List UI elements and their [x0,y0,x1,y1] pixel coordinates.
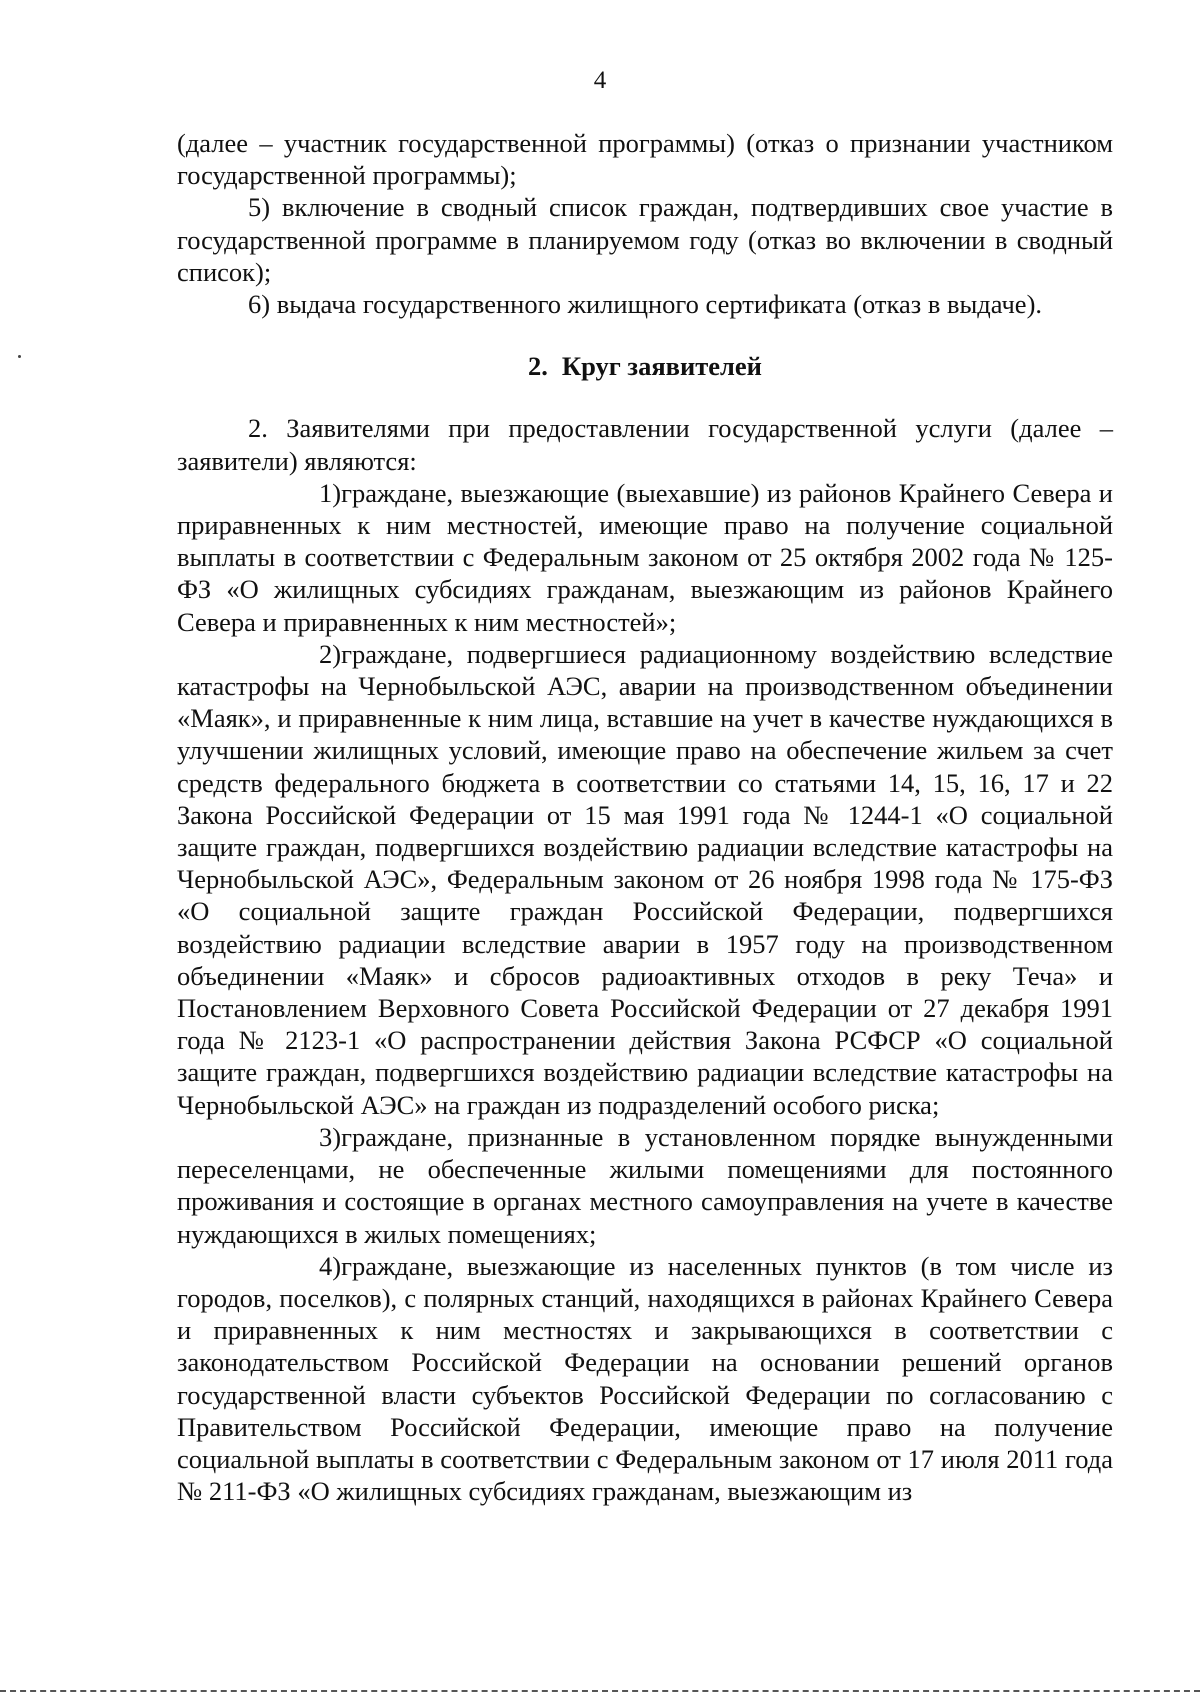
page-number: 4 [593,67,607,94]
paragraph-intro: 2. Заявителями при предоставлении государственной услуги (далее – заявители) являются: [177,413,1113,476]
list-item [177,1250,1113,1508]
list-item-text: граждане, подвергшиеся радиационному воздействию вследствие катастрофы на Чернобыльской АЭС, аварии на производственном объединении «Маяк», и приравненные к ним лица, вставшие на учет в качестве нуждающихся в улучшении жилищных условий, имеющие право на обеспечение жильем за счет средств федерального бюджета в соответствии со статьями 14, 15, 16, 17 и 22 Закона Российской Федерации от 15 мая 1991 года № 1244-1 «О социальной защите граждан, подвергшихся воздействию радиации вследствие катастрофы на Чернобыльской АЭС», Федеральным законом от 26 ноября 1998 года № 175-ФЗ «О социальной защите граждан Российской Федерации, подвергшихся воздействию радиации вследствие аварии в 1957 году на производственном объединении «Маяк» и сбросов радиоактивных отходов в реку Теча» и Постановлением Верховного Совета Российской Федерации от 27 декабря 1991 года № 2123-1 «О распространении действия Закона РСФСР «О социальной защите граждан, подвергшихся воздействию радиации вследствие катастрофы на Чернобыльской АЭС» на граждан из подразделений особого риска; [177,638,1113,1120]
list-item-number: 1) [319,477,342,508]
section-heading [177,350,1113,382]
list-item-text: граждане, выезжающие из населенных пунктов (в том числе из городов, поселков), с полярных станций, находящихся в районах Крайнего Севера и приравненных к ним местностях и закрывающихся в соответствии с законодательством Российской Федерации на основании решений органов государственной власти субъектов Российской Федерации по согласованию с Правительством Российской Федерации, имеющие право на получение социальной выплаты в соответствии с Федеральным законом от 17 июля 2011 года № 211-ФЗ «О жилищных субсидиях гражданам, выезжающим из [177,1250,1113,1507]
list-item-number: 4) [319,1250,342,1281]
section-number: 2. [528,351,548,382]
document-body [177,127,1113,1507]
list-item-text: граждане, выезжающие (выехавшие) из районов Крайнего Севера и приравненных к ним местностей, имеющие право на получение социальной выплаты в соответствии с Федеральным законом от 25 октября 2002 года № 125-ФЗ «О жилищных субсидиях гражданам, выезжающим из районов Крайнего Севера и приравненных к ним местностей»; [177,477,1113,637]
scan-bottom-edge [0,1690,1200,1692]
list-item [177,1121,1113,1250]
paragraph-continuation: (далее – участник государственной программы) (отказ о признании участником государственной программы); [177,128,1113,191]
paragraph-item-5: 5) включение в сводный список граждан, подтвердивших свое участие в государственной программе в планируемом году (отказ во включении в сводный список); [177,192,1113,287]
scan-speck [18,355,21,358]
list-item-text: граждане, признанные в установленном порядке вынужденными переселенцами, не обеспеченные жилыми помещениями для постоянного проживания и состоящие в органах местного самоуправления на учете в качестве нуждающихся в жилых помещениях; [177,1121,1113,1249]
paragraph-item-6: 6) выдача государственного жилищного сертификата (отказ в выдаче). [248,289,1043,320]
section-title: Круг заявителей [561,351,762,382]
list-item [177,638,1113,1121]
list-item [177,477,1113,638]
list-item-number: 2) [319,638,342,669]
list-item-number: 3) [319,1121,342,1152]
